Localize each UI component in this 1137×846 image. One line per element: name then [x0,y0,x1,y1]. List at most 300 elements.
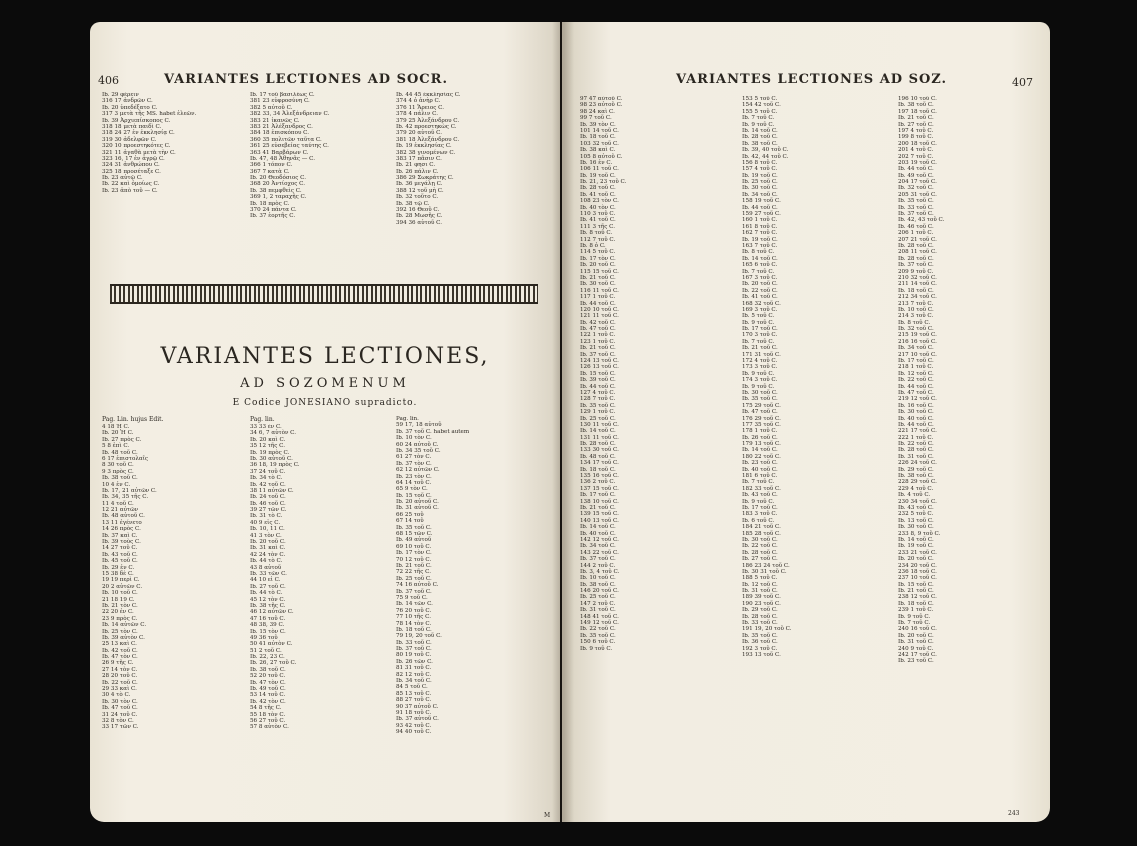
entry-line: 44 10 εἰ C. [250,577,281,584]
entry-line: Ib. 14 τῶν C. [396,601,433,608]
entry-line: 29 33 καὶ C. [102,686,137,693]
entry-line: Ib. 21 τοῦ C. [396,562,432,569]
column-right-2 [742,96,892,812]
entry-line: Ib. 20 τοῦ C. [580,262,616,269]
entry-line: Ib. 31 αὐτοῦ C. [396,505,439,512]
entry-line: 8 30 τοῦ C. [102,462,134,469]
entry-line: 379 25 Ἀλεξάνδρου C. [396,117,460,124]
entry-line: 379 20 αὐτοῦ C. [396,130,443,137]
entry-line: Ib. 18 τοῦ C. [580,466,616,473]
entry-line: 97 47 αὐτοῦ C. [580,96,623,102]
entry-line: Ib. 22 τοῦ C. [742,287,778,294]
entry-line: Ib. 23 τοῦ C. [898,658,934,665]
entry-line: 116 11 τοῦ C. [580,287,619,294]
entry-line: Ib. 34 τοῦ C. [742,191,778,198]
entry-line: 62 12 αὐτῶν C. [396,467,440,474]
entry-line: Ib. 10, 11 C. [250,526,285,533]
entry-line: 14 27 τοῦ C. [102,545,138,552]
entry-line: Ib. 18 τοῦ C. [396,626,432,633]
entry-line: 320 10 προεστηκότες C. [102,143,171,150]
entry-line: Ib. 41 τοῦ C. [742,294,778,301]
column-left-4 [102,424,244,814]
entry-line: 181 6 τοῦ C. [742,473,778,480]
entry-line: Ib. 32 τοῦτο C. [396,194,439,201]
entry-line: Ib. 47 τοῦ C. [102,705,138,712]
entry-line: 381 23 εὐφροσύνη C. [250,98,310,105]
entry-line: 51 2 τοῦ C. [250,647,282,654]
entry-line: Ib. 8 ὁ C. [580,242,606,249]
entry-line: 207 21 τοῦ C. [898,236,937,243]
entry-line: 185 28 τοῦ C. [742,530,781,537]
running-head-right: VARIANTES LECTIONES AD SOZ. [676,72,948,87]
entry-line: Ib. 34 τὸ C. [250,475,283,482]
entry-line: Ib. 15 τοῦ C. [898,581,934,588]
entry-line: 131 11 τοῦ C. [580,434,619,441]
entry-line: Ib. 35 τοῦ C. [742,396,778,403]
entry-line: Ib. 42 τοῦ C. [102,647,138,654]
entry-line: 190 23 τοῦ C. [742,600,781,607]
entry-line: Ib. 9 τοῦ C. [742,498,775,505]
entry-line: Ib. 37 τοῦ C. [396,588,432,595]
entry-line: 161 8 τοῦ C. [742,223,778,230]
entry-line: 50 41 αὐτὸν C. [250,641,293,648]
entry-line: 37 24 τοῦ C. [250,468,286,475]
entry-line: Ib. 47 τὸν C. [102,654,138,661]
entry-line: Ib. 47 τοῦ C. [742,409,778,416]
entry-line: Ib. 28 τοῦ C. [742,549,778,556]
entry-line: 209 9 τοῦ C. [898,268,934,275]
entry-line: Ib. 47 τὸν C. [250,679,286,686]
entry-line: Ib. 27 τοῦ C. [898,121,934,128]
entry-line: 28 20 τοῦ C. [102,673,138,680]
entry-line: 77 10 τῆς C. [396,614,432,621]
entry-line: Ib. 25 τοῦ C. [396,575,432,582]
entry-line: Ib. 7 τοῦ C. [742,479,775,486]
catchword: 243 [1008,810,1020,817]
entry-line: 154 42 τοῦ C. [742,102,781,109]
entry-line: 216 16 τοῦ C. [898,338,937,345]
entry-line: Ib. 23 ἀπὸ τοῦ — C. [102,187,158,194]
entry-line: 136 2 τοῦ C. [580,479,616,486]
entry-line: 230 34 τοῦ C. [898,498,937,505]
entry-line: 237 10 τοῦ C. [898,575,937,582]
entry-line: Ib. 25 τοῦ C. [742,179,778,186]
entry-line: 236 18 τοῦ C. [898,568,937,575]
entry-line: 41 3 τὸν C. [250,532,282,539]
entry-line: Ib. 7 τοῦ C. [742,338,775,345]
entry-line: Ib. 14 τοῦ C. [742,255,778,262]
entry-line: 39 27 τῶν C. [250,507,287,514]
entry-line: Ib. 10 τοῦ C. [102,590,138,597]
entry-line: Ib. 25 τοῦ C. [580,594,616,601]
entry-line: 99 7 τοῦ C. [580,115,612,122]
entry-line: Ib. 34 τοῦ C. [580,543,616,550]
entry-line: 319 30 ἀδελφῶν C. [102,136,157,143]
entry-line: 137 15 τοῦ C. [580,485,619,492]
entry-line: Ib. 14 τοῦ C. [742,127,778,134]
entry-line: 9 3 πρὸς C. [102,468,134,475]
entry-line: 200 18 τοῦ C. [898,140,937,147]
entry-line: Ib. 20 τοῦ C. [898,556,934,563]
entry-line: Ib. 21 τοῦ C. [898,115,934,122]
entry-line: Ib. 37 τοῦ C. [580,351,616,358]
entry-line: 111 3 τῆς C. [580,223,616,230]
entry-line: Ib. 33 τῶν C. [250,570,287,577]
entry-line: 197 4 τοῦ C. [898,127,934,134]
entry-line: Ib. 34, 35 τῆς C. [102,494,149,501]
entry-line: Ib. 26 πάλιν C. [396,168,439,175]
entry-line: 321 11 ἀγαθὰ μετὰ τὴν C. [102,149,176,156]
entry-line: Ib. 31 τοῦ C. [580,607,616,614]
entry-line: Ib. 20 καὶ C. [250,436,286,443]
entry-line: Ib. 13 τοῦ C. [898,517,934,524]
entry-line: Ib. 30 31 τοῦ C. [742,568,787,575]
entry-line: Ib. 28 τοῦ C. [580,185,616,192]
entry-line: 156 8 τοῦ C. [742,159,778,166]
entry-line: 217 10 τοῦ C. [898,351,937,358]
entry-line: 361 25 εὐσεβείας ταύτης C. [250,143,329,150]
entry-line: 197 18 τοῦ C. [898,108,937,115]
entry-line: Ib. 31 τὸ C. [250,513,283,520]
entry-line: 228 29 τοῦ C. [898,479,937,486]
entry-line: 20 2 αὐτῶν C. [102,583,143,590]
entry-line: Ib. 38 τοῦ C. [742,140,778,147]
entry-line: Ib. 3, 4 τοῦ C. [580,568,620,575]
entry-line: Ib. 41 τοῦ C. [580,217,616,224]
entry-line: 70 12 τοῦ C. [396,556,432,563]
entry-line: Ib. 15 τοῦ C. [396,492,432,499]
entry-line: 215 19 τοῦ C. [898,332,937,339]
entry-line: Ib. 37 τοῦ C. [898,211,934,218]
entry-line: 98 24 καὶ C. [580,108,615,115]
entry-line: Ib. 29 φέρειν [102,92,139,98]
section-source-line: E Codice JONESIANO supradicto. [232,398,418,408]
entry-line: Ib. 9 τοῦ C. [898,613,931,620]
column-left-2 [250,92,390,282]
entry-line: Ib. 44 τοῦ C. [580,300,616,307]
entry-line: Ib. 37 τοῦ C. habet autem [396,428,470,435]
left-page [90,22,560,822]
entry-line: 133 30 τοῦ C. [580,447,619,454]
entry-line: Ib. 6 τοῦ C. [742,517,775,524]
entry-line: 213 7 τοῦ C. [898,300,934,307]
entry-line: 110 3 τοῦ C. [580,211,616,218]
entry-line: 238 12 τοῦ C. [898,594,937,601]
entry-line: 72 22 τῆς C. [396,569,432,576]
entry-line: Ib. 48 τοῦ C. [102,449,138,456]
entry-line: 59 17, 18 αὐτοῦ [396,422,442,429]
entry-line: Ib. 7 τοῦ C. [742,268,775,275]
book-gutter [552,22,574,822]
entry-line: Ib. 30 τοῦ C. [742,389,778,396]
entry-line: 52 20 τοῦ C. [250,673,286,680]
entry-line: 68 15 τῶν C. [396,531,433,538]
entry-line: Ib. 30 αὐτοῦ C. [250,455,293,462]
entry-line: 221 17 τοῦ C. [898,428,937,435]
entry-line: Ib. 31 τοῦ C. [898,639,934,646]
entry-line: Ib. 37 τοῦ C. [580,556,616,563]
entry-line: Ib. 43 τοῦ C. [742,492,778,499]
entry-line: 384 18 ἐπισκόπου C. [250,130,309,137]
entry-line: Ib. 40 τοῦ C. [580,530,616,537]
entry-line: Ib. 7 τοῦ C. [742,115,775,122]
entry-line: 212 34 τοῦ C. [898,294,937,301]
entry-line: 192 3 τοῦ C. [742,645,778,652]
entry-line: 81 31 τοῦ C. [396,665,432,672]
entry-line: Ib. 12 τοῦ C. [742,581,778,588]
entry-line: 208 11 τοῦ C. [898,249,937,256]
entry-line: 191 19, 20 τοῦ C. [742,626,792,633]
entry-line: 316 17 ἀνδρῶν C. [102,98,153,105]
entry-line: Ib. 8 τοῦ C. [898,319,931,326]
entry-line: 78 14 τὸν C. [396,620,432,627]
entry-line: Ib. 18 τοῦ C. [580,134,616,141]
entry-line: 196 10 τοῦ C. [898,96,937,102]
entry-line: Ib. 49 αὐτοῦ [396,537,432,544]
entry-line: Ib. 42, 43 τοῦ C. [898,217,945,224]
entry-line: Ib. 5 τοῦ C. [742,313,775,320]
entry-line: 25 13 καὶ C. [102,641,137,648]
entry-line: 378 4 πάλιν C. [396,111,439,118]
entry-line: 168 32 τοῦ C. [742,300,781,307]
entry-line: Ib. 44 τὸ C. [250,590,283,597]
entry-line: Ib. 38 τῷ C. [396,200,430,207]
entry-line: Ib. 4 τοῦ C. [898,492,931,499]
entry-line: Ib. 23 τὸν C. [396,473,432,480]
entry-line: Ib. 20 ὑπεδέξατο C. [102,104,158,111]
entry-line: 179 13 τοῦ C. [742,441,781,448]
entry-line: 33 33 ἐν C. [250,424,282,430]
entry-line: 383 21 ἱκανῶς C. [250,117,300,124]
entry-line: 202 7 τοῦ C. [898,153,934,160]
entry-line: 201 4 τοῦ C. [898,147,934,154]
entry-line: Ib. 10 τὸν C. [396,435,432,442]
entry-line: 10 4 ἐν C. [102,481,131,488]
entry-line: 163 7 τοῦ C. [742,242,778,249]
entry-line: Ib. 12 τοῦ C. [898,370,934,377]
entry-line: 12 21 αὐτῶν [102,507,139,514]
entry-line: Ib. 37 ἑορτῆς C. [250,213,296,220]
entry-line: Ib. 21 τοῦ C. [580,274,616,281]
entry-line: 93 42 τοῦ C. [396,722,432,729]
entry-line: 148 41 τοῦ C. [580,613,619,620]
entry-line: 5 8 ἐπὶ C. [102,443,130,450]
entry-line: 98 23 αὐτοῦ C. [580,102,623,109]
entry-line: Ib. 26, 27 τοῦ C. [250,660,297,667]
entry-line: Ib. 38 τοῦ C. [580,581,616,588]
entry-line: 182 33 τοῦ C. [742,485,781,492]
entry-line: 368 20 Ἀντίοχος C. [250,181,305,188]
entry-line: Ib. 28 τοῦ C. [898,255,934,262]
entry-line: 114 5 τοῦ C. [580,249,616,256]
entry-line: 147 2 τοῦ C. [580,600,616,607]
entry-line: Ib. 47 τοῦ C. [580,326,616,333]
open-book [90,22,1050,834]
entry-line: Ib. 40 τὸν C. [580,204,616,211]
entry-line: Ib. 10 τοῦ C. [898,306,934,313]
entry-line: 30 4 τὸ C. [102,692,131,699]
entry-line: Ib. 20 αὐτοῦ C. [396,499,439,506]
entry-line: Ib. 39, 40 τοῦ C. [742,147,789,154]
entry-line: Ib. 38 καὶ C. [580,147,616,154]
entry-line: 80 19 τοῦ C. [396,652,432,659]
entry-line: Ib. 32 τοῦ C. [898,326,934,333]
entry-line: 392 16 Θεοῦ C. [396,207,440,214]
entry-line: 366 1 τόπον C. [250,162,293,169]
entry-line: 123 1 τοῦ C. [580,338,616,345]
entry-line: 229 4 τοῦ C. [898,485,934,492]
entry-line: Ib. 38 τοῦ C. [898,102,934,109]
entry-line: 4 18 Ἡ C. [102,424,130,430]
entry-line: 325 18 προσέταξε C. [102,168,161,175]
entry-line: Ib. 46 τοῦ C. [250,500,286,507]
entry-line: 79 19, 20 τοῦ C. [396,633,442,640]
entry-line: Ib. 15 τοῦ C. [580,370,616,377]
entry-line: Ib. 34 τοῦ C. [396,678,432,685]
entry-line: 360 35 πολιτῶν ταῦτα C. [250,136,322,143]
entry-line: 211 14 τοῦ C. [898,281,937,288]
entry-line: 318 18 μετὰ παιδὶ C. [102,123,162,130]
entry-line: 150 6 τοῦ C. [580,639,616,646]
entry-line: 115 15 τοῦ C. [580,268,619,275]
entry-line: 369 1, 2 ταραχῆς C. [250,194,307,201]
running-head-left: VARIANTES LECTIONES AD SOCR. [164,72,448,87]
entry-line: Ib. 18 τοῦ C. [898,600,934,607]
entry-line: 157 4 τοῦ C. [742,166,778,173]
entry-line: 117 1 τοῦ C. [580,294,616,301]
entry-line: Ib. 8 τοῦ C. [580,230,613,237]
entry-line: Ib. 42 τοῦ C. [580,319,616,326]
decorative-band [110,284,538,304]
entry-line: 318 24 27 ἐν ἐκκλησίᾳ C. [102,130,175,137]
entry-line: 43 8 αὐτοῦ [250,564,282,571]
entry-line: 184 21 τοῦ C. [742,524,781,531]
entry-line: Ib. 19 τοῦ C. [580,172,616,179]
entry-line: Ib. 35 τοῦ C. [580,632,616,639]
entry-line: 84 5 τοῦ C. [396,684,428,691]
entry-line: 386 29 Σωκράτης C. [396,175,454,182]
entry-line: 105 8 αὐτοῦ C. [580,153,623,160]
entry-line: Ib. 14 τοῦ C. [580,524,616,531]
entry-line: 383 21 Ἀλέξανδρος C. [250,123,313,130]
entry-line: 121 11 τοῦ C. [580,313,619,320]
entry-line: 38 11 αὐτῶν C. [250,487,294,494]
entry-line: Ib. 17 τοῦ C. [580,492,616,499]
entry-line: 46 12 αὐτῶν C. [250,609,294,616]
column-left-5 [250,424,390,814]
entry-line: Ib. 34 τοῦ C. [898,345,934,352]
entry-line: 14 26 πρὸς C. [102,526,141,533]
entry-line: Ib. 30 τοῦ C. [742,536,778,543]
entry-line: 170 3 τοῦ C. [742,332,778,339]
entry-line: 32 8 τὸν C. [102,717,134,724]
entry-line: Ib. 23 αὐτῷ C. [102,175,143,182]
entry-line: Ib. 42 τὸν C. [250,698,286,705]
entry-line: 40 9 εἰς C. [250,519,281,526]
entry-line: 22 20 ἐν C. [102,609,134,616]
entry-line: 23 9 πρὸς C. [102,615,138,622]
entry-line: Pag. lin. [396,416,419,422]
entry-line: Ib. 14 τοῦ C. [898,536,934,543]
entry-line: Ib. 21 τοῦ C. [580,345,616,352]
entry-line: Ib. 20 Ἡ C. [102,430,134,437]
entry-line: 56 27 τοῦ C. [250,717,286,724]
entry-line: Ib. 40 τοῦ C. [742,466,778,473]
entry-line: Ib. 39 τοὺς C. [102,539,141,546]
entry-line: Ib. 47 τοῦ C. [898,389,934,396]
entry-line: 13 11 ἐγένετο [102,519,142,526]
entry-line: Ib. 48 τοῦ C. [580,453,616,460]
entry-line: Ib. 39 τὸν C. [580,121,616,128]
entry-line: 232 5 τοῦ C. [898,511,934,518]
entry-line: 324 31 ἀνθρώπου C. [102,162,160,169]
entry-line: Ib. 48 αὐτοῦ C. [102,513,145,520]
entry-line: Ib. 20 Θεοδόσιος C. [250,175,306,182]
entry-line: 129 1 τοῦ C. [580,409,616,416]
entry-line: 35 12 τῆς C. [250,443,286,450]
entry-line: Ib. 17 τὸν C. [580,255,616,262]
entry-line: 175 29 τοῦ C. [742,402,781,409]
entry-line: 126 13 τοῦ C. [580,364,619,371]
entry-line: 158 19 τοῦ C. [742,198,781,205]
entry-line: 67 14 τοῦ [396,518,424,525]
entry-line: Ib. 20 τοῦ C. [742,281,778,288]
entry-line: Ib. 26 τῶν C. [396,658,433,665]
entry-line: Ib. 15 τὸν C. [250,628,286,635]
column-left-3 [396,92,546,282]
entry-line: 214 3 τοῦ C. [898,313,934,320]
entry-line: Ib. 16 ἐν C. [580,159,613,166]
entry-line: 193 13 τοῦ C. [742,651,781,658]
entry-line: Ib. 9 τοῦ C. [742,319,775,326]
entry-line: 370 24 πάντα C. [250,207,297,214]
entry-line: 159 27 τοῦ C. [742,211,781,218]
entry-line: Ib. 38 πεμφθεὶς C. [250,187,302,194]
entry-line: 82 12 τοῦ C. [396,671,432,678]
entry-line: Ib. 44 τοῦ C. [742,204,778,211]
entry-line: Ib. 49 τοῦ C. [250,686,286,693]
entry-line: 45 12 τὸν C. [250,596,286,603]
entry-line: Ib. 28 τοῦ C. [898,447,934,454]
entry-line: Ib. 39 τοῦ C. [580,377,616,384]
entry-line: Ib. 30 τοῦ C. [580,281,616,288]
entry-line: Ib. 21 τοῦ C. [898,588,934,595]
entry-line: 240 16 τοῦ C. [898,626,937,633]
column-header-left-5: Pag. lin. [250,416,275,423]
entry-line: Ib. 30 τοῦ C. [898,524,934,531]
entry-line: Ib. 30 τοῦ C. [742,185,778,192]
entry-line: Ib. 33 τοῦ C. [898,204,934,211]
entry-line: Ib. 19 ἐκκλησίας C. [396,143,452,150]
entry-line: Ib. 35 τοῦ C. [396,524,432,531]
entry-line: 47 16 τοῦ C. [250,615,286,622]
column-right-3 [898,96,1038,812]
entry-line: 74 16 αὐτοῦ C. [396,582,439,589]
entry-line: Ib. 32 τοῦ C. [898,185,934,192]
entry-line: 64 14 τοῦ C. [396,479,432,486]
entry-line: Ib. 17 τοῦ C. [742,505,778,511]
entry-line: Ib. 7 τοῦ C. [898,620,931,627]
entry-line: 172 4 τοῦ C. [742,358,778,365]
page-number-right: 407 [1012,76,1033,89]
entry-line: 15 38 δὲ C. [102,570,134,577]
entry-line: 42 24 τὸν C. [250,551,286,558]
entry-line: 127 4 τοῦ C. [580,389,616,396]
entry-line: 55 18 τὸν C. [250,711,286,718]
entry-line: 186 23 24 τοῦ C. [742,562,790,569]
entry-line: Ib. 16 τοῦ C. [898,402,934,409]
entry-line: 122 1 τοῦ C. [580,332,616,339]
